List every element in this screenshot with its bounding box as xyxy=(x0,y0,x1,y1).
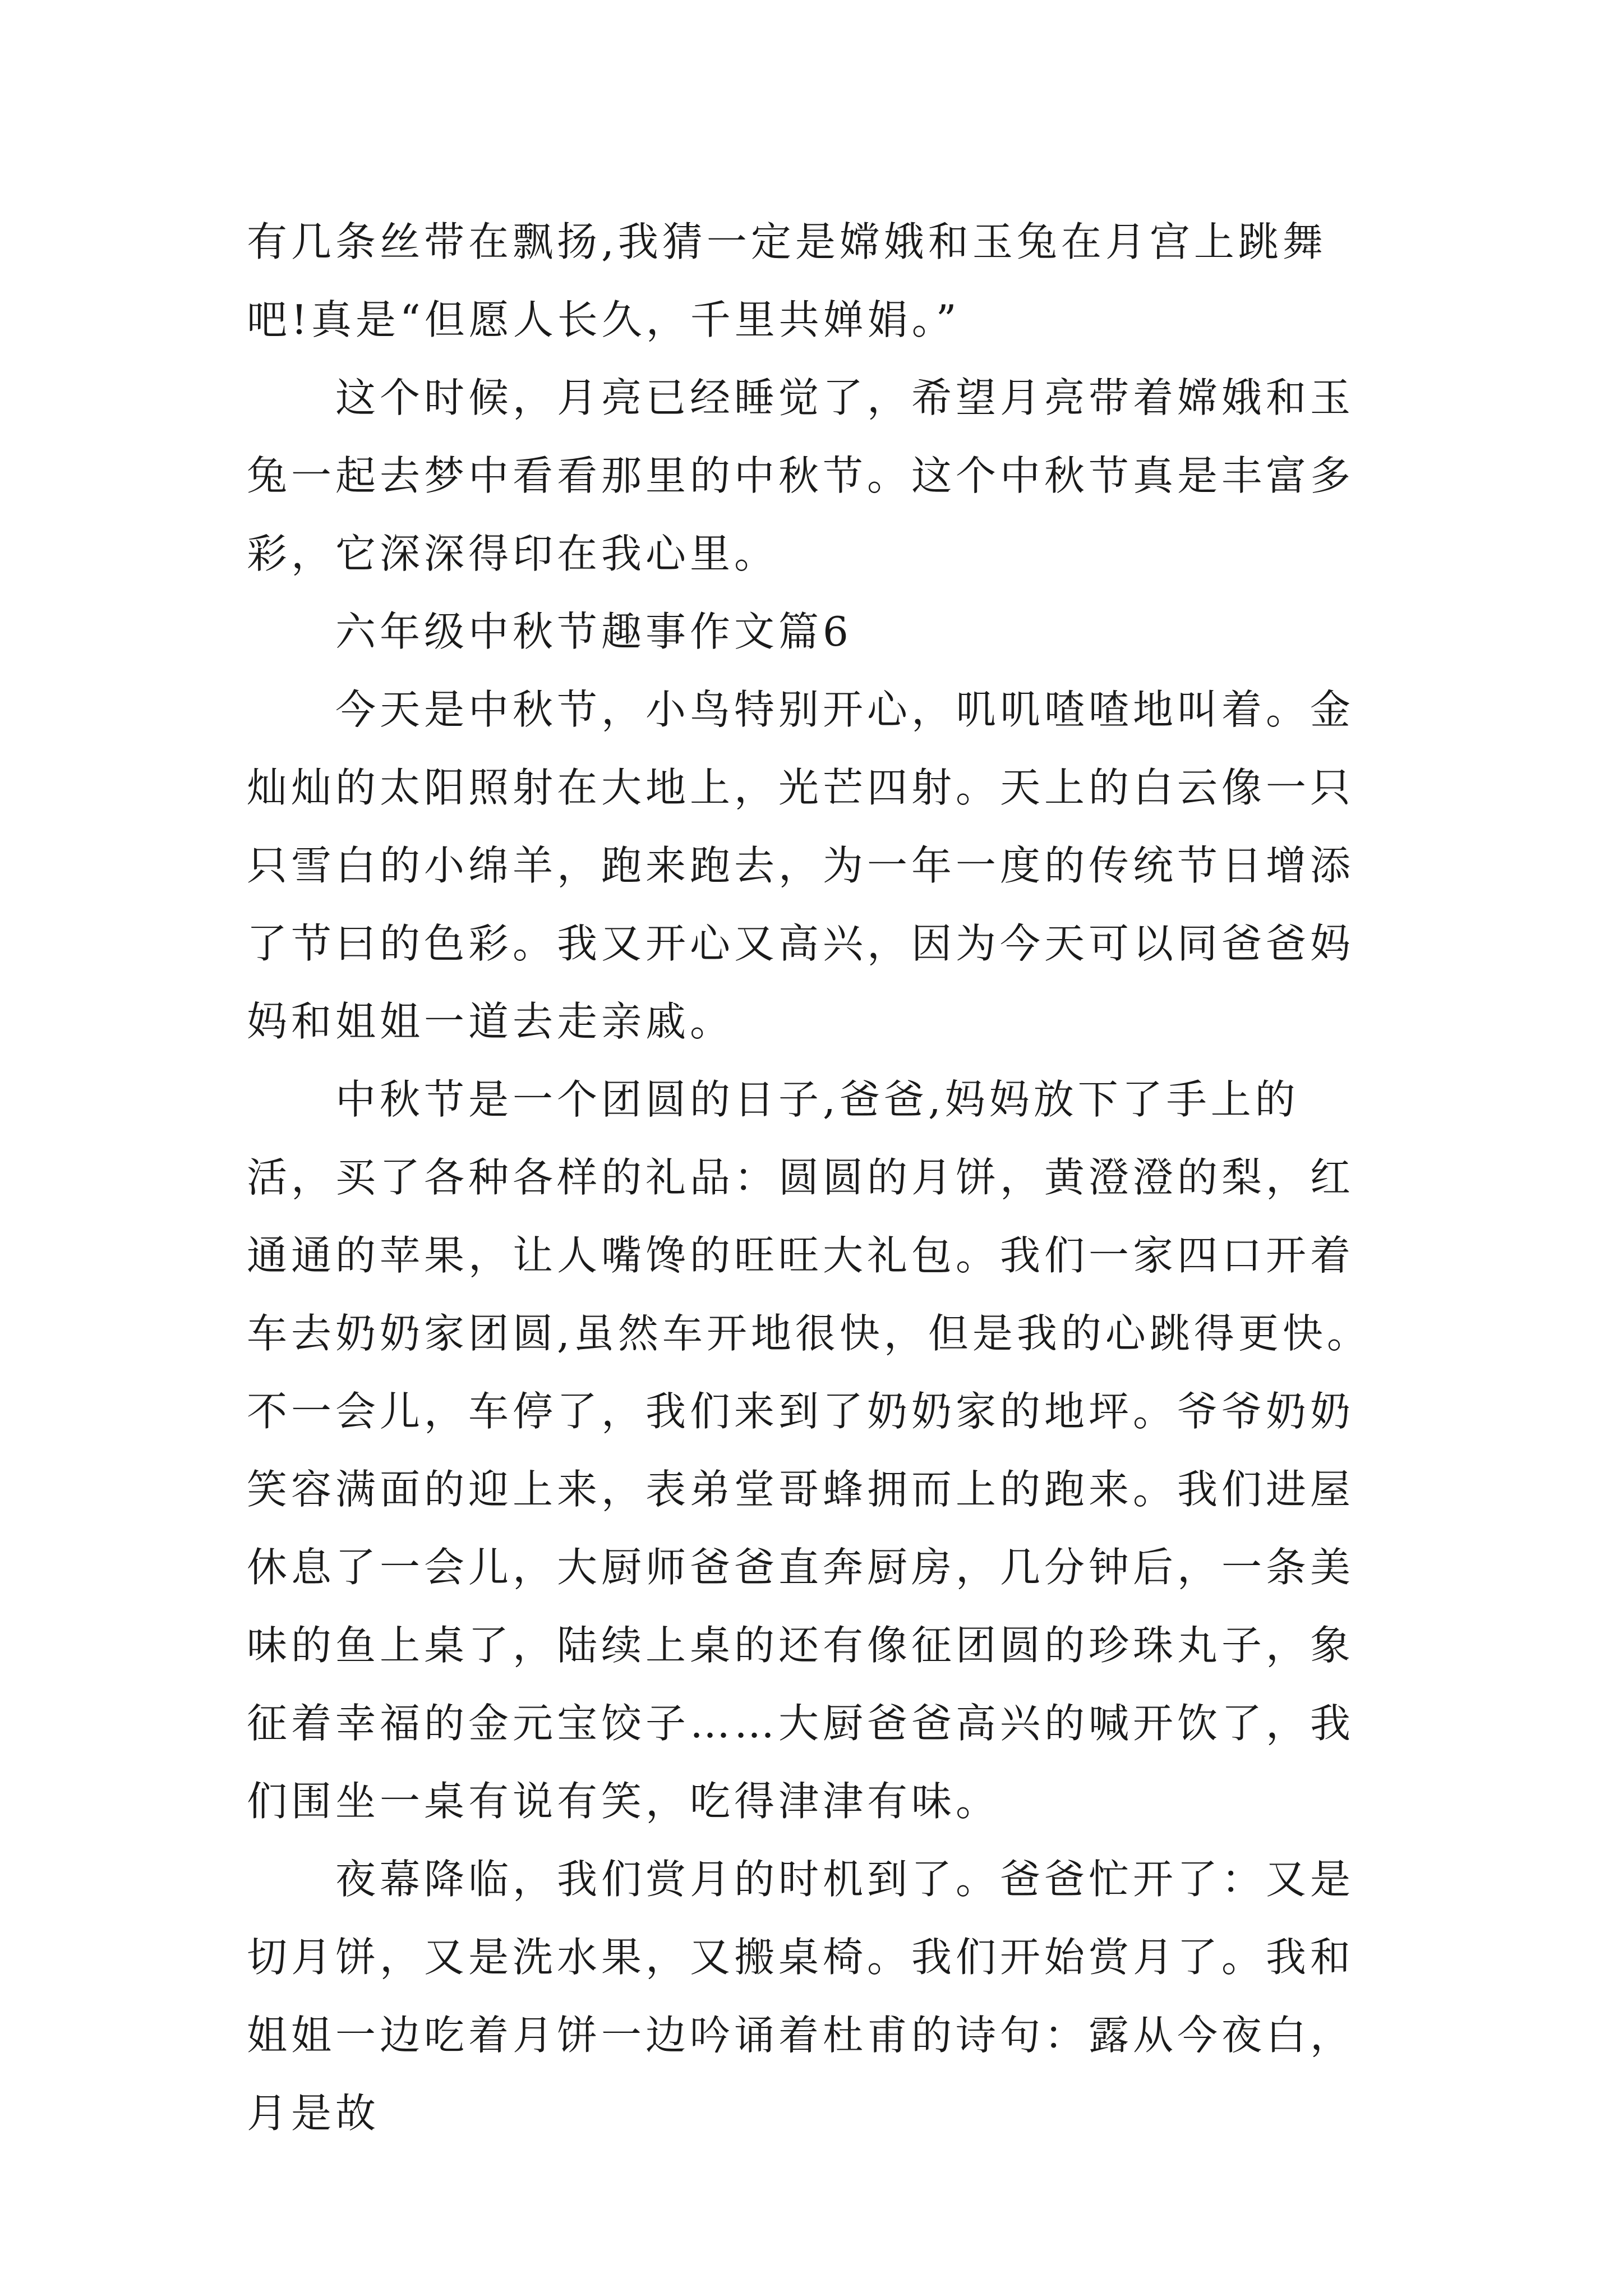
paragraph-moon-viewing: 夜幕降临，我们赏月的时机到了。爸爸忙开了：又是切月饼，又是洗水果，又搬桌椅。我们开始赏月了。我和姐姐一边吃着月饼一边吟诵着杜甫的诗句：露从今夜白，月是故 xyxy=(247,1856,1355,2137)
paragraph-moon-sleeping: 这个时候，月亮已经睡觉了，希望月亮带着嫦娥和玉兔一起去梦中看看那里的中秋节。这个中秋节真是丰富多彩，它深深得印在我心里。 xyxy=(247,374,1355,577)
paragraph-continuation: 有几条丝带在飘扬,我猜一定是嫦娥和玉兔在月宫上跳舞吧!真是“但愿人长久，千里共婵娟。” xyxy=(247,218,1327,343)
essay-heading: 六年级中秋节趣事作文篇6 xyxy=(335,608,852,655)
paragraph-mid-autumn-morning: 今天是中秋节，小鸟特别开心，叽叽喳喳地叫着。金灿灿的太阳照射在大地上，光芒四射。天上的白云像一只只雪白的小绵羊，跑来跑去，为一年一度的传统节日增添了节曰的色彩。我又开心又高兴，因为今天可以同爸爸妈妈和姐姐一道去走亲戚。 xyxy=(247,686,1355,1045)
document-body xyxy=(247,203,1385,2152)
paragraph-family-reunion: 中秋节是一个团圆的日子,爸爸,妈妈放下了手上的活，买了各种各样的礼品：圆圆的月饼，黄澄澄的梨，红通通的苹果，让人嘴馋的旺旺大礼包。我们一家四口开着车去奶奶家团圆,虽然车开地很快，但是我的心跳得更快。不一会儿，车停了，我们来到了奶奶家的地坪。爷爷奶奶笑容满面的迎上来，表弟堂哥蜂拥而上的跑来。我们进屋休息了一会儿，大厨师爸爸直奔厨房，几分钟后，一条美味的鱼上桌了，陆续上桌的还有像征团圆的珍珠丸子，象征着幸福的金元宝饺子……大厨爸爸高兴的喊开饮了，我们围坐一桌有说有笑，吃得津津有味。 xyxy=(247,1076,1371,1825)
